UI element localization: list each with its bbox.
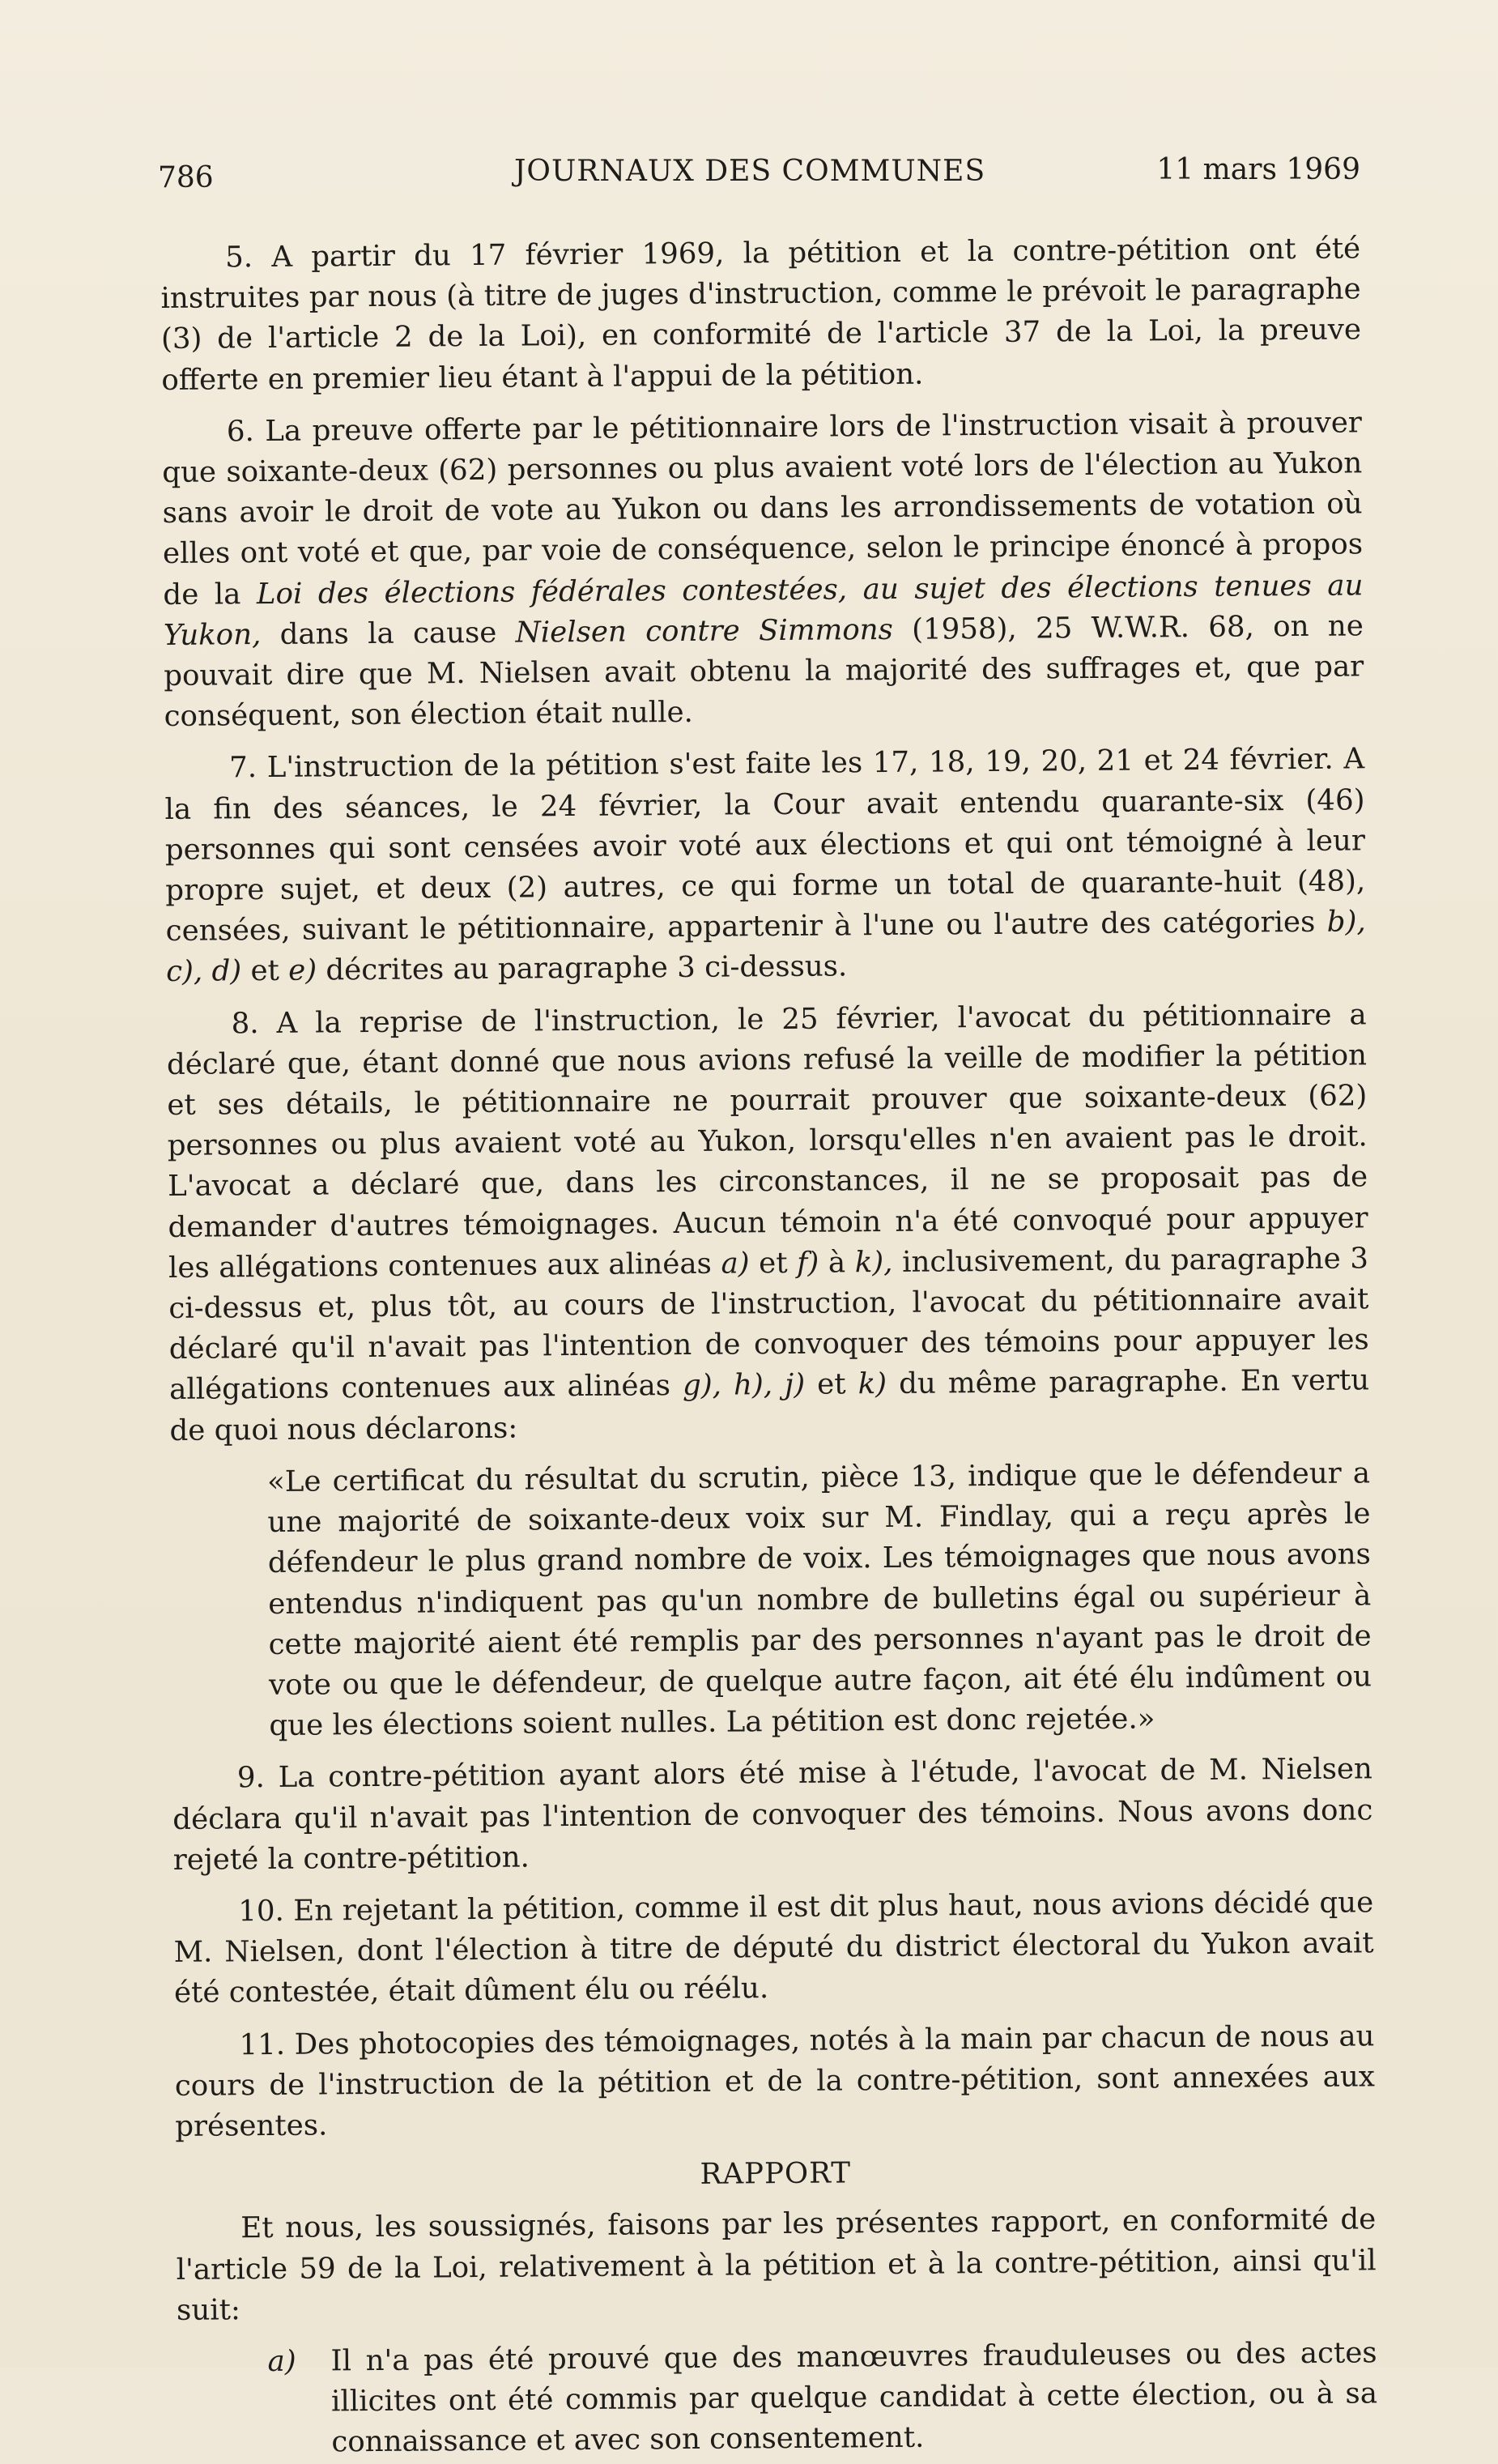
paragraph-8 (166, 995, 1369, 1452)
court-declaration-quote: «Le certificat du résultat du scrutin, pièce 13, indique que le défendeur a une majorité de soixante-deux voix sur M. Findlay, qui a reçu après le défendeur le plus grand nombre de voix. Les témoignages que nous avons entendus n'indiquent pas qu'un nombre de bulletins égal ou supérieur à cette majorité aient été remplis par des personnes n'ayant pas le droit de vote ou que le défendeur, de quelque autre façon, ait été élu indûment ou que les élections soient nulles. La pétition est donc rejetée.» (266, 1456, 1372, 1743)
paragraph-number: 10. (238, 1894, 284, 1929)
journal-title: JOURNAUX DES COMMUNES (514, 155, 986, 188)
category-ref: e) (288, 953, 317, 988)
paragraph-text: du même paragraphe. En vertu de quoi nous déclarons: (169, 1363, 1370, 1447)
alinea-ref: h), (733, 1368, 773, 1402)
paragraph-text: et (759, 1246, 788, 1281)
paragraph-10 (173, 1882, 1374, 2014)
paragraph-7 (164, 740, 1366, 993)
rapport-heading: RAPPORT (700, 2156, 852, 2191)
paragraph-text: Des photocopies des témoignages, notés à la main par chacun de nous au cours de l'instruction de la pétition et de la contre-pétition, sont annexées aux présentes. (174, 2019, 1376, 2143)
paragraph-number: 11. (239, 2027, 286, 2061)
paragraph-text: et (250, 954, 280, 988)
page-number: 786 (158, 161, 214, 194)
alinea-ref: k) (858, 1367, 887, 1401)
document-body (160, 228, 1378, 2464)
item-text: Il n'a pas été prouvé que des manœuvres frauduleuses ou des actes illicites ont été commis par quelque candidat à cette élection, ou à sa connaissance et avec son consentement. (330, 2336, 1378, 2459)
alinea-ref: a) (721, 1247, 750, 1281)
alinea-ref: j) (785, 1368, 806, 1402)
paragraph-number: 9. (236, 1761, 266, 1795)
paragraph-number: 7. (228, 751, 257, 785)
category-ref: c), (165, 955, 203, 989)
paragraph-text: L'instruction de la pétition s'est faite les 17, 18, 19, 20, 21 et 24 février. A la fin des séances, le 24 février, la Cour avait entendu quarante-six (46) personnes qui sont censées avoir voté aux élections et qui ont témoigné à leur propre sujet, et deux (2) autres, ce qui forme un total de quarante-huit (48), censées, suivant le pétitionnaire, appartenir à l'une ou l'autre des catégories (164, 742, 1366, 949)
paragraph-text: A la reprise de l'instruction, le 25 février, l'avocat du pétitionnaire a déclaré que, étant donné que nous avions refusé la veille de modifier la pétition et ses détails, le pétitionnaire ne pourrait prouver que soixante-deux (62) personnes ou plus avaient voté au Yukon, lorsqu'elles n'en avaient pas le droit. L'avocat a déclaré que, dans les circonstances, il ne se proposait pas de demander d'autres témoignages. Aucun témoin n'a été convoqué pour appuyer les allégations contenues aux alinéas (166, 997, 1368, 1285)
rapport-intro: Et nous, les soussignés, faisons par les présentes rapport, en conformité de l'article 59 de la Loi, relativement à la pétition et à la contre-pétition, ainsi qu'il suit: (176, 2202, 1377, 2327)
page-header (158, 149, 1360, 198)
paragraph-text: A partir du 17 février 1969, la pétition et la contre-pétition ont été instruites par nous (à titre de juges d'instruction, comme le prévoit le paragraphe (3) de l'article 2 de la Loi), en conformité de l'article 37 de la Loi, la preuve offerte en premier lieu étant à l'appui de la pétition. (160, 232, 1362, 397)
alinea-ref: k), (854, 1245, 893, 1280)
paragraph-text: En rejetant la pétition, comme il est dit plus haut, nous avions décidé que M. Nielsen, dont l'élection à titre de député du district électoral du Yukon avait été contestée, était dûment élu ou réélu. (173, 1886, 1374, 2010)
paragraph-5 (160, 228, 1362, 400)
paragraph-11 (174, 2016, 1375, 2147)
alinea-ref: f) (797, 1246, 819, 1280)
paragraph-text: à (828, 1246, 846, 1280)
paragraph-number: 8. (231, 1006, 259, 1040)
statute-title: Loi des élections fédérales contestées, au sujet des élections tenues au Yukon, (163, 568, 1364, 652)
category-ref: d) (211, 954, 242, 988)
paragraph-6 (162, 403, 1364, 737)
paragraph-number: 5. (225, 241, 253, 275)
alinea-ref: g), (682, 1369, 722, 1403)
rapport-item-a (177, 2333, 1377, 2464)
item-label: a) (267, 2344, 296, 2378)
paragraph-text: (1958), 25 W.W.R. 68, on ne pouvait dire que M. Nielsen avait obtenu la majorité des suffrages et, que par conséquent, son élection était nulle. (164, 609, 1364, 734)
case-name: Nielsen contre Simmons (515, 612, 894, 650)
paragraph-text: et (817, 1367, 846, 1402)
paragraph-number: 6. (226, 414, 254, 449)
paragraph-text: La contre-pétition ayant alors été mise à l'étude, l'avocat de M. Nielsen déclara qu'il n'avait pas l'intention de convoquer des témoins. Nous avons donc rejeté la contre-pétition. (172, 1752, 1373, 1877)
paragraph-9 (172, 1750, 1373, 1881)
header-date: 11 mars 1969 (1156, 153, 1360, 186)
category-ref: b), (1326, 905, 1366, 939)
paragraph-text: décrites au paragraphe 3 ci-dessus. (326, 949, 848, 987)
paragraph-text: La preuve offerte par le pétitionnaire lors de l'instruction visait à prouver que soixante-deux (62) personnes ou plus avaient voté lors de l'élection au Yukon sans avoir le droit de vote au Yukon ou dans les arrondissements de votation où elles ont voté et que, par voie de conséquence, selon le principe énoncé à propos de la (162, 406, 1364, 612)
paragraph-text: dans la cause (279, 616, 497, 651)
paragraph-text: inclusivement, du paragraphe 3 ci-dessus et, plus tôt, au cours de l'instruction, l'avocat du pétitionnaire avait déclaré qu'il n'avait pas l'intention de convoquer des témoins pour appuyer les allégations contenues aux alinéas (168, 1242, 1369, 1407)
